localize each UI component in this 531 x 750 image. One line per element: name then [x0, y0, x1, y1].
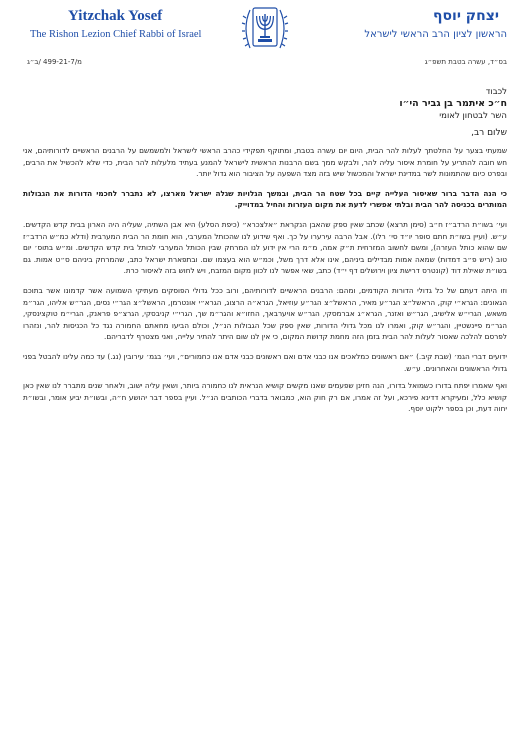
- letterhead-he-title: הראשון לציון הרב הראשי לישראל: [364, 29, 507, 40]
- address-role: השר לבטחון לאומי: [439, 111, 507, 121]
- address-to: לכבוד: [485, 87, 507, 97]
- paragraph-3: ועי׳ בשו״ת הרדב״ז ח״ב (סימן תרצא) שכתב שאין ספק שהאבן הנקראת ״אלצכרא״ (כיפת הסלע) היא אבן השתיה, שעליה היה הארון בבית קדש הקדשים. ע״ש. (ועיין בשו״ת חתם סופר יו״ד סי׳ רלו). אבל הרבה עירערו על כך. ואף שידוע לנו שהכותל המערבי, הוא חומת הר הבית המערבית (ודלא כמ״ש הרדב״ז שם שהוא כותל העזרה), ומשם לחשוב המזרחית ת״ק אמה, מ״מ הרי אין ידוע לנו המרחק שבין הכותל המערבי לכותל בית קדש הקדשים. ומ״ש בתוס׳ יום טוב (ריש פ״ב דמדות) שמאה אמות מבדילים ביניהם, אינו אלא דרך משל, וכמ״ש הוא בעצמו שם. ובתפארת ישראל כתב, שהמרחק ביניהם ס״ט אמות. גם בשו״ת שאילת דוד (קונטרס דרישת ציון וירושלים דף י״ד) כתב, שאי אפשר לנו לכוון מקום המזבח, ויש לחוש בזה לאיסור כרת.: [23, 219, 507, 276]
- paragraph-4: וזו היתה דעתם של כל גדולי הדורות הקודמים, ומהם: הרבנים הראשיים לדורותיהם, ורוב ככל גדולי הפוסקים מעתיקי השמועה אשר קדמונו אשר בתוכם הגאונים: הגרא״י קוק, הראשל״צ הגר״ע מאיר, הראשל״צ הגר״ע עוזיאל, הגרא״ה הרצוג, הגרא״י אונטרמן, הראשל״צ הגר״י נסים, הגר״ש אליהו, הגר״מ משאש, הגרי״ש אלישיב, הגר״ש ואזנר, הגרא״ג אברמסקי, הגר״ש אויערבאך, החזו״א והגר״מ שך, הגרי״י קניבסקי, הגרצ״פ פראנק, הגרי״מ טוקצינסקי, הגר״מ פיינשטיין, והגר״ש קוק, ואמרו לנו מכל גדולי הדורות, שאין ספק שכל הגבולות הנ״ל, וכולם הביעו מחאתם החמורה נגד כל הכניסות להר, ונזהרו לפרסם להלכה שאסור לעלות להר הבית בזמן הזה מחמת קדושת המקום, כי אין לנו שום היתר להתיר עלייה, ואני מצטרף לדבריהם.: [23, 285, 507, 342]
- address-block: [27, 86, 507, 122]
- paragraph-1: שמעתי בצער על החלטתך לעלות להר הבית, היום יום עשרה בטבת, ומתוקף תפקידי כהרב הראשי לישראל ולמשמשם על הרבנים הראשיים לדורותיהם, אני חש חובה להתריע על חומרת איסור עליה להר, ולבקש ממך בשם הרבנות הראשית לישראל להמנע בעתיד מלעלות להר הבית, כדי שלא להכשיל את הרבים, ובפרט כיום שהתמונות לשר במדינת ישראל והמכשול שיש בזה מצד השפעה על הציבור הוא גדול יותר.: [23, 146, 507, 179]
- paragraph-6: ואף שאמרו יפתח בדורו כשמואל בדורו, הנה חזינן שפעמים שאנו מקשים קושיא הנראית לנו כחמורה ביותר, ושאין עליה ישוב, ולאחר שנים מתברר לנו שאין כאן קושיא כלל, ומעיקרא דדינא פירכא, ועל זה אמרו, אם רק חוק הוא, כמבואר בדברי הכותבים הנ״ל. ועיין בספר דבר יהושע ח״ה, ובשו״ת יביע אומר, ובשו״ת יחוה דעת, וכן בספר ילקוט יוסף.: [23, 381, 507, 414]
- menorah-emblem-icon: [236, 4, 294, 54]
- letter-body: [23, 145, 507, 423]
- letterhead-hebrew: [307, 8, 507, 41]
- paragraph-2: כי הנה הדבר ברור שאיסור העלייה קיים בכל שטח הר הבית, ובמשך הגלויות שגלה ישראל מארצו, לא נתברר לחכמי הדורות את הגבולות המותרים בכניסה להר הבית ובלתי אפשרי לדעת את מקום העזרות והחיל במדוייק.: [23, 188, 507, 210]
- letterhead-english: [30, 8, 230, 41]
- paragraph-5: ידועים דברי הגמ׳ (שבת קיב.) ״אם ראשונים כמלאכים אנו כבני אדם ואם ראשונים כבני אדם אנו כחמורים״, ועי׳ בגמ׳ עירובין (נג.) עד כמה עלינו להבטל בפני גדולי הראשונים והאחרונים. ע״ש.: [23, 351, 507, 373]
- letterhead-en-name: Yitzchak Yosef: [68, 8, 163, 24]
- greeting: שלום רב,: [471, 128, 507, 138]
- letter-meta: [27, 58, 507, 66]
- letterhead-en-title: The Rishon Lezion Chief Rabbi of Israel: [30, 29, 202, 40]
- letter-date: בס״ד, עשרה בטבת תשפ״ג: [424, 58, 507, 66]
- letter-reference: מ/499-21-7 /ב״ג: [27, 58, 82, 66]
- address-recipient: ח״כ איתמר בן גביר הי״ו: [399, 98, 507, 109]
- letterhead-he-name: יצחק יוסף: [433, 8, 499, 24]
